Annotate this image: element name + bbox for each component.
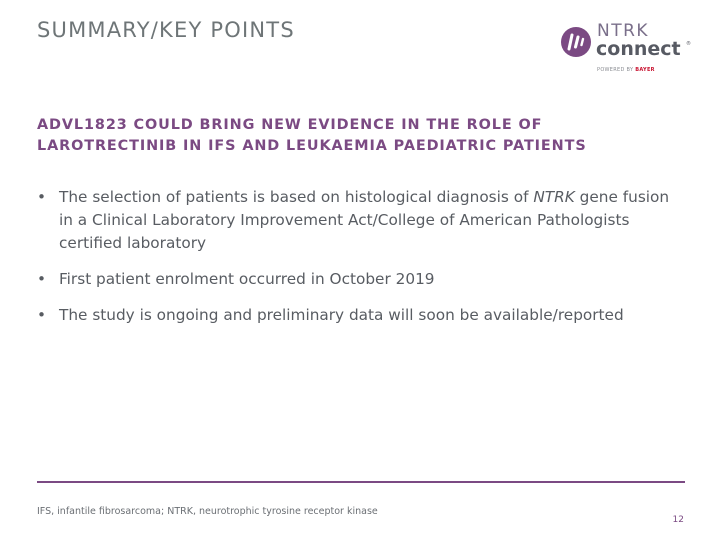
section-subheading: ADVL1823 COULD BRING NEW EVIDENCE IN THE ROLE OF LAROTRECTINIB IN IFS AND LEUKAEMIA PAEDIATRIC PATIENTS xyxy=(37,117,587,154)
logo-trademark: ® xyxy=(686,41,691,47)
logo-powered-label: POWERED BY xyxy=(597,67,634,73)
page-number: 12 xyxy=(672,515,684,525)
logo-top-text: NTRK xyxy=(597,21,650,41)
bullet-text: The study is ongoing and preliminary data will soon be available/reported xyxy=(59,306,624,324)
logo-bottom-text: connect xyxy=(596,38,681,60)
bullet-text: First patient enrolment occurred in October 2019 xyxy=(59,270,435,288)
bullet-marker: • xyxy=(37,306,47,324)
bullet-item-status xyxy=(37,304,677,327)
bullet-item-enrolment xyxy=(37,268,677,291)
slide-title: SUMMARY/KEY POINTS xyxy=(37,18,295,42)
logo-mark-icon xyxy=(560,26,592,58)
logo-brand: BAYER xyxy=(635,67,655,73)
bullet-text-part: The selection of patients is based on histological diagnosis of xyxy=(59,188,534,206)
bullet-item-selection xyxy=(37,186,677,255)
footnote: IFS, infantile fibrosarcoma; NTRK, neurotrophic tyrosine receptor kinase xyxy=(37,506,378,517)
ntrk-connect-logo xyxy=(560,22,700,74)
bullet-marker: • xyxy=(37,270,47,288)
logo-powered-by xyxy=(597,67,655,73)
footer-divider xyxy=(37,481,685,483)
bullet-italic-term: NTRK xyxy=(533,188,575,206)
bullet-marker: • xyxy=(37,188,47,206)
bullet-text-part: gene fusion in a Clinical Laboratory Improvement Act/College of American Pathologists certified laboratory xyxy=(59,188,670,252)
bullet-list xyxy=(37,186,677,340)
